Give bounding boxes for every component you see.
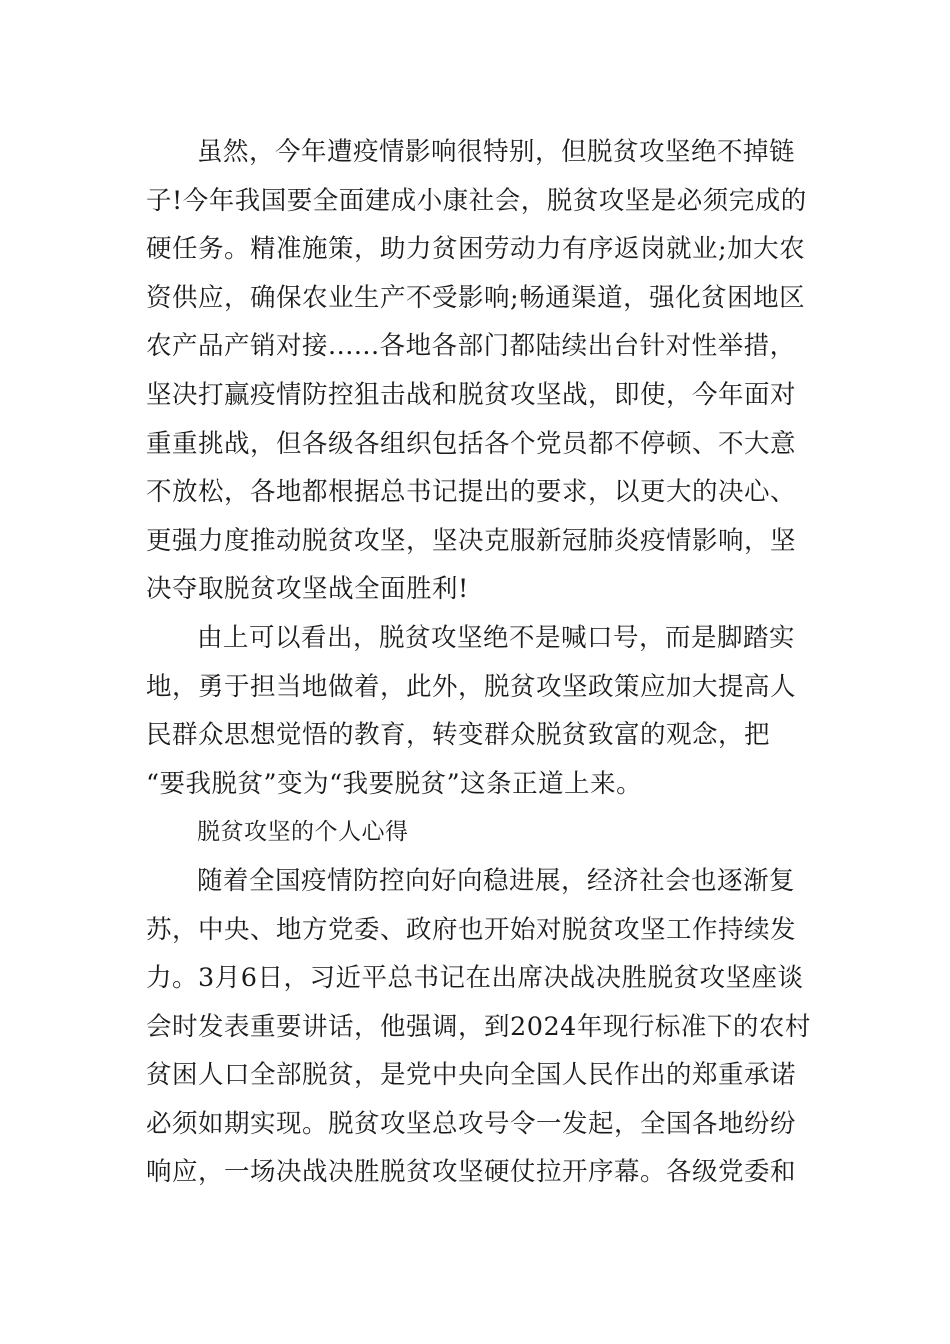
paragraph-3-line-2: 苏，中央、地方党委、政府也开始对脱贫攻坚工作持续发	[146, 914, 797, 945]
paragraph-1-line-6: 坚决打赢疫情防控狙击战和脱贫攻坚战，即使，今年面对	[146, 379, 797, 410]
section-heading: 脱贫攻坚的个人心得	[197, 819, 409, 846]
paragraph-3-line-7: 响应，一场决战决胜脱贫攻坚硬仗拉开序幕。各级党委和	[146, 1157, 797, 1188]
paragraph-3-line-6: 必须如期实现。脱贫攻坚总攻号令一发起，全国各地纷纷	[146, 1108, 797, 1139]
paragraph-3-line-5: 贫困人口全部脱贫，是党中央向全国人民作出的郑重承诺	[146, 1060, 797, 1091]
paragraph-1-line-3: 硬任务。精准施策，助力贫困劳动力有序返岗就业;加大农	[146, 234, 806, 265]
paragraph-1-line-10: 决夺取脱贫攻坚战全面胜利!	[146, 574, 469, 605]
paragraph-1-line-9: 更强力度推动脱贫攻坚，坚决克服新冠肺炎疫情影响，坚	[146, 525, 797, 556]
paragraph-1-line-7: 重重挑战，但各级各组织包括各个党员都不停顿、不大意	[146, 428, 797, 459]
paragraph-1-line-2: 子!今年我国要全面建成小康社会，脱贫攻坚是必须完成的	[146, 185, 807, 216]
paragraph-2-line-2: 地，勇于担当地做着，此外，脱贫攻坚政策应加大提高人	[146, 671, 797, 702]
paragraph-1-line-1: 虽然，今年遭疫情影响很特别，但脱贫攻坚绝不掉链	[197, 137, 796, 167]
paragraph-2-line-3: 民群众思想觉悟的教育，转变群众脱贫致富的观念，把	[146, 720, 771, 751]
paragraph-3-line-1: 随着全国疫情防控向好向稳进展，经济社会也逐渐复	[197, 865, 796, 896]
paragraph-3-line-4: 会时发表重要讲话，他强调，到2024年现行标准下的农村	[146, 1011, 811, 1042]
document-body	[146, 128, 810, 1197]
paragraph-2-line-1: 由上可以看出，脱贫攻坚绝不是喊口号，而是脚踏实	[197, 622, 796, 653]
paragraph-3-line-3: 力。3月6日，习近平总书记在出席决战决胜脱贫攻坚座谈	[146, 963, 804, 994]
paragraph-2-line-4: “要我脱贫”变为“我要脱贫”这条正道上来。	[146, 768, 643, 799]
paragraph-1-line-5: 农产品产销对接......各地各部门都陆续出台针对性举措，	[146, 331, 796, 362]
paragraph-1-line-8: 不放松，各地都根据总书记提出的要求，以更大的决心、	[146, 477, 797, 508]
paragraph-1-line-4: 资供应，确保农业生产不受影响;畅通渠道，强化贫困地区	[146, 282, 806, 313]
